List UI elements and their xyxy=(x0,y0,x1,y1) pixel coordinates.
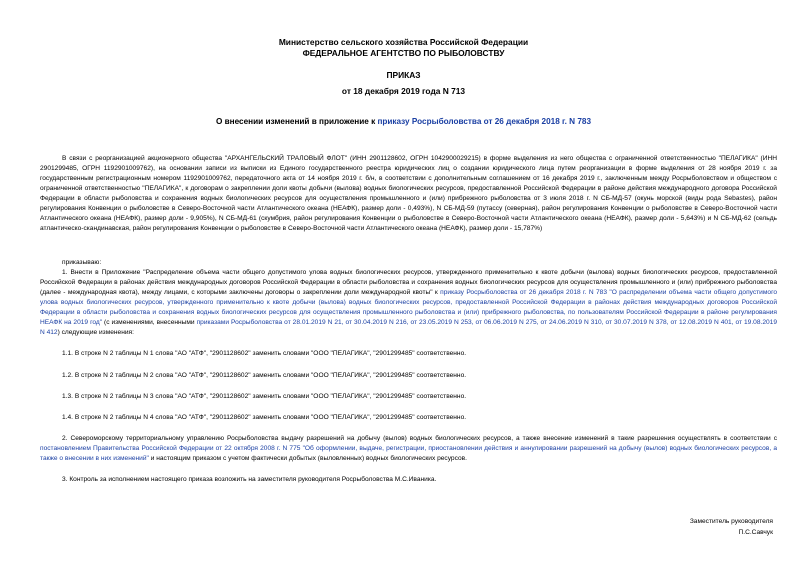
item-2-paragraph xyxy=(40,434,777,464)
preamble-text: В связи с реорганизацией акционерного общества "АРХАНГЕЛЬСКИЙ ТРАЛОВЫЙ ФЛОТ" (ИНН 2901128602, ОГРН 1042900029215) в форме выделения из него общества с ограниченной ответственностью "ПЕЛАГИКА" (ИНН 2901299485, ОГРН 1192901009762), на основании записи из выписки из Единого государственного реестра юридических лиц о создании юридического лица путем реорганизации в форме выделения от 28 ноября 2019 г. за государственным регистрационным номером 1192901009762, передаточного акта от 14 ноября 2019 г. б/н, в соответствии с дополнительным соглашением от 16 декабря 2019 г., заключенным между Росрыболовством и обществом с ограниченной ответственностью "ПЕЛАГИКА", к договорам о закреплении доли квоты добычи (вылова) водных биологических ресурсов, предоставленной Российской Федерации в районе действия международного договора Российской Федерации в области рыболовства и сохранения водных биологических ресурсов для осуществления промышленного и (или) прибрежного рыболовства от 3 июля 2018 г. N СБ-МД-57 (окунь морской (виды рода Sebastes), район регулирования Конвенции о рыболовстве в Северо-Восточной части Атлантического океана (НЕАФК), размер доли - 0,493%), N СБ-МД-59 (путассу (северная), район регулирования Конвенции о рыболовстве в Северо-Восточной части Атлантического океана (НЕАФК), размер доли - 9,905%), N СБ-МД-61 (скумбрия, район регулирования Конвенции о рыболовстве в Северо-Восточной части Атлантического океана (НЕАФК), размер доли - 5,643%) и N СБ-МД-62 (сельдь атлантическо-скандинавская, район регулирования Конвенции о рыболовстве в Северо-Восточной части Атлантического океана (НЕАФК), размер доли - 15,787%) xyxy=(40,155,777,232)
document-title xyxy=(0,117,807,126)
item-2-text-a: 2. Североморскому территориальному управлению Росрыболовства выдачу разрешений на добычу (вылов) водных биологических ресурсов, а также внесение изменений в такие разрешения осуществлять в соответствии с xyxy=(62,435,777,442)
signature-name: П.С.Савчук xyxy=(738,529,773,536)
document-type: ПРИКАЗ xyxy=(386,70,421,80)
preamble-paragraph xyxy=(40,154,777,254)
document-date-number: от 18 декабря 2019 года N 713 xyxy=(341,86,466,96)
ministry-heading: Министерство сельского хозяйства Российской Федерации xyxy=(278,37,529,47)
item-1-paragraph xyxy=(40,268,777,338)
subitem-1-1: 1.1. В строке N 2 таблицы N 1 слова "АО "АТФ", "2901128602" заменить словами "ООО "ПЕЛАГИКА", "2901299485" соответственно. xyxy=(62,350,467,357)
subitem-1-2: 1.2. В строке N 2 таблицы N 2 слова "АО "АТФ", "2901128602" заменить словами "ООО "ПЕЛАГИКА", "2901299485" соответственно. xyxy=(62,372,467,379)
title-link-order-783[interactable]: приказу Росрыболовства от 26 декабря 2018 г. N 783 xyxy=(377,117,592,126)
subitem-1-3: 1.3. В строке N 2 таблицы N 3 слова "АО "АТФ", "2901128602" заменить словами "ООО "ПЕЛАГИКА", "2901299485" соответственно. xyxy=(62,393,467,400)
signature-position: Заместитель руководителя xyxy=(689,518,773,525)
item-1-text-c: ) следующие изменения: xyxy=(57,329,134,336)
item-2-link-resolution-775[interactable]: постановлением Правительства Российской Федерации от 22 октября 2008 г. N 775 "Об оформлении, выдаче, регистрации, приостановлении действия и аннулировании разрешений на добычу (вылов) водных биологических ресурсов, а также о внесении в них изменений" xyxy=(40,445,777,462)
title-prefix: О внесении изменений в приложение к xyxy=(215,117,378,126)
item-1-text-a: 1. Внести в Приложение "Распределение объема части общего допустимого улова водных биологических ресурсов, утвержденного применительно к квоте добычи (вылова) водных биологических ресурсов, предоставленной Российской Федерации в районах действия международных договоров Российской Федерации в области рыболовства и сохранения водных биологических ресурсов для осуществления промышленного и (или) прибрежного рыболовства (далее - международная квота), между лицами, с которыми заключены договоры о закреплении доли международной квоты" к xyxy=(40,269,777,296)
item-1-text-b: (с изменениями, внесенными xyxy=(102,319,197,326)
item-3: 3. Контроль за исполнением настоящего приказа возложить на заместителя руководителя Росрыболовства М.С.Иваника. xyxy=(62,476,437,483)
subitem-1-4: 1.4. В строке N 2 таблицы N 4 слова "АО "АТФ", "2901128602" заменить словами "ООО "ПЕЛАГИКА", "2901299485" соответственно. xyxy=(62,414,467,421)
order-word: приказываю: xyxy=(62,259,102,266)
item-1-link-order-783[interactable]: приказу Росрыболовства от 26 декабря 2018 г. N 783 "О распределении объема части общего допустимого улова водных биологических ресурсов, утвержденного применительно к квоте добычи (вылова) водных биологических ресурсов, предоставленной Российской Федерации в районах действия международных договоров Российской Федерации в области рыболовства и сохранения водных биологических ресурсов для осуществления промышленного рыболовства и (или) прибрежного рыболовства, по пользователям Российской Федерации в районе регулирования НЕАФК на 2019 год" xyxy=(40,289,777,326)
item-2-text-b: и настоящим приказом с учетом фактически добытых (выловленных) водных биологических ресурсов. xyxy=(148,455,467,462)
item-1-link-amending-orders[interactable]: приказами Росрыболовства от 28.01.2019 N 21, от 30.04.2019 N 216, от 23.05.2019 N 253, от 06.06.2019 N 275, от 24.06.2019 N 310, от 30.07.2019 N 378, от 12.08.2019 N 401, от 19.08.2019 N 412 xyxy=(40,319,777,336)
agency-heading: ФЕДЕРАЛЬНОЕ АГЕНТСТВО ПО РЫБОЛОВСТВУ xyxy=(302,48,505,58)
